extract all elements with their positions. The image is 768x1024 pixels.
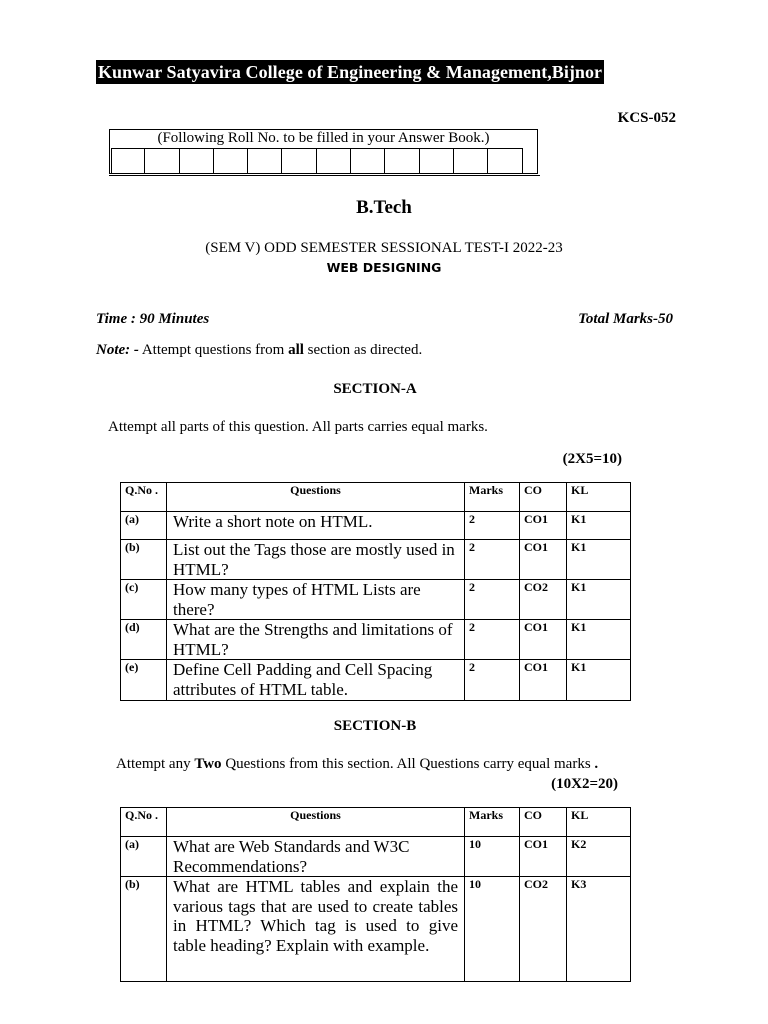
question-marks: 2 <box>465 660 520 701</box>
subject-title: WEB DESIGNING <box>326 260 442 275</box>
note-text-bold: all <box>288 342 304 358</box>
question-text: What are the Strengths and limitations of HTML? <box>167 620 465 660</box>
header-kl: KL <box>567 808 631 837</box>
roll-number-cell <box>180 149 214 174</box>
roll-number-cell <box>248 149 282 174</box>
section-b-instruction-post: Questions from this section. All Questions carry equal marks <box>221 756 591 772</box>
question-row <box>121 837 631 877</box>
section-b-instruction <box>116 756 598 773</box>
roll-box-underline <box>109 175 540 176</box>
question-number: (d) <box>121 620 167 660</box>
section-b-title: SECTION-B <box>333 718 417 734</box>
question-kl: K1 <box>567 580 631 620</box>
question-marks: 10 <box>465 877 520 982</box>
question-co: CO2 <box>520 580 567 620</box>
section-b-instruction-end: . <box>590 756 599 772</box>
table-header-row <box>121 483 631 512</box>
question-marks: 2 <box>465 580 520 620</box>
course-code: KCS-052 <box>617 110 676 126</box>
roll-number-cell <box>145 149 179 174</box>
question-row <box>121 660 631 701</box>
roll-number-cell <box>488 149 522 174</box>
question-row <box>121 512 631 540</box>
section-b-table <box>120 807 631 982</box>
note-label: Note: - <box>96 342 139 358</box>
roll-number-cell <box>454 149 488 174</box>
header-marks: Marks <box>465 483 520 512</box>
header-qno: Q.No . <box>121 483 167 512</box>
note-text-pre: Attempt questions from <box>138 342 289 358</box>
question-text: List out the Tags those are mostly used in HTML? <box>167 540 465 580</box>
roll-number-cell <box>385 149 419 174</box>
header-kl: KL <box>567 483 631 512</box>
roll-number-cell <box>282 149 316 174</box>
question-marks: 2 <box>465 540 520 580</box>
question-co: CO1 <box>520 837 567 877</box>
header-qno: Q.No . <box>121 808 167 837</box>
question-number: (a) <box>121 837 167 877</box>
question-kl: K1 <box>567 540 631 580</box>
header-co: CO <box>520 483 567 512</box>
question-text: What are HTML tables and explain the various tags that are used to create tables in HTML? Which tag is used to give table heading? Explain with example. <box>167 877 465 982</box>
note-text-post: section as directed. <box>303 342 423 358</box>
header-questions: Questions <box>167 483 465 512</box>
roll-caption: (Following Roll No. to be filled in your Answer Book.) <box>157 130 490 146</box>
roll-number-cell <box>214 149 248 174</box>
question-marks: 2 <box>465 512 520 540</box>
roll-number-box <box>109 129 538 174</box>
question-marks: 10 <box>465 837 520 877</box>
section-a-title: SECTION-A <box>333 381 417 397</box>
roll-number-cell <box>351 149 385 174</box>
section-a-instruction: Attempt all parts of this question. All parts carries equal marks. <box>108 419 488 435</box>
question-row <box>121 620 631 660</box>
question-number: (b) <box>121 877 167 982</box>
question-number: (b) <box>121 540 167 580</box>
roll-number-cell <box>420 149 454 174</box>
section-b-instruction-pre: Attempt any <box>116 756 195 772</box>
question-kl: K3 <box>567 877 631 982</box>
section-b-marks-scheme: (10X2=20) <box>551 776 618 792</box>
semester-line: (SEM V) ODD SEMESTER SESSIONAL TEST-I 2022-23 <box>205 240 563 256</box>
section-a-marks-scheme: (2X5=10) <box>562 451 622 467</box>
header-questions: Questions <box>167 808 465 837</box>
time-allowed: Time : 90 Minutes <box>96 311 210 327</box>
header-co: CO <box>520 808 567 837</box>
note <box>96 342 422 359</box>
question-kl: K1 <box>567 620 631 660</box>
question-number: (e) <box>121 660 167 701</box>
question-text: Write a short note on HTML. <box>167 512 465 540</box>
question-kl: K2 <box>567 837 631 877</box>
question-row <box>121 540 631 580</box>
roll-number-cell <box>111 149 145 174</box>
question-number: (a) <box>121 512 167 540</box>
section-a-table <box>120 482 631 701</box>
question-co: CO1 <box>520 620 567 660</box>
section-b-instruction-bold: Two <box>194 756 222 772</box>
question-kl: K1 <box>567 660 631 701</box>
question-number: (c) <box>121 580 167 620</box>
question-row <box>121 580 631 620</box>
table-header-row <box>121 808 631 837</box>
question-co: CO1 <box>520 540 567 580</box>
header-marks: Marks <box>465 808 520 837</box>
degree-title: B.Tech <box>356 197 412 218</box>
question-text: How many types of HTML Lists are there? <box>167 580 465 620</box>
question-co: CO2 <box>520 877 567 982</box>
question-co: CO1 <box>520 660 567 701</box>
total-marks: Total Marks-50 <box>578 311 673 327</box>
college-name: Kunwar Satyavira College of Engineering & Management,Bijnor <box>98 62 603 82</box>
question-co: CO1 <box>520 512 567 540</box>
question-text: Define Cell Padding and Cell Spacing attributes of HTML table. <box>167 660 465 701</box>
roll-number-cell <box>317 149 351 174</box>
question-row <box>121 877 631 982</box>
question-text: What are Web Standards and W3C Recommendations? <box>167 837 465 877</box>
question-marks: 2 <box>465 620 520 660</box>
roll-number-cells <box>111 148 523 174</box>
question-kl: K1 <box>567 512 631 540</box>
